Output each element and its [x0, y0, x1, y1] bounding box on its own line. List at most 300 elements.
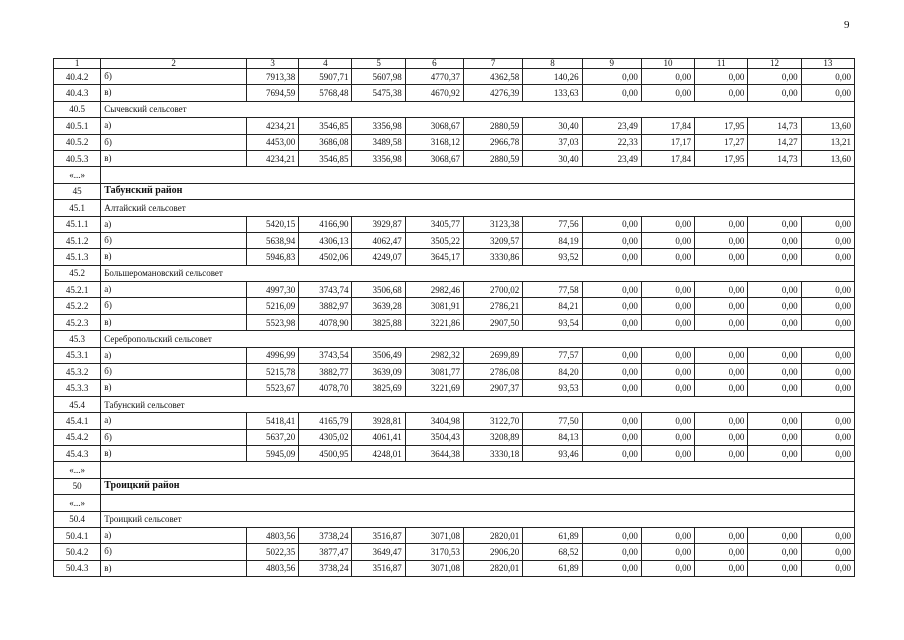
value-cell: 84,21	[523, 298, 582, 314]
table-row	[54, 527, 855, 543]
column-header: 6	[405, 59, 463, 69]
table-row	[54, 150, 855, 166]
value-cell: 17,17	[641, 134, 694, 150]
row-label: а)	[101, 216, 247, 232]
row-code: «...»	[54, 462, 101, 478]
value-cell: 0,00	[695, 314, 748, 330]
column-header: 12	[748, 59, 801, 69]
value-cell: 0,00	[801, 380, 854, 396]
section-row	[54, 511, 855, 527]
gap-row	[54, 167, 855, 183]
table-row	[54, 560, 855, 576]
value-cell: 0,00	[695, 445, 748, 461]
row-label: в)	[101, 249, 247, 265]
value-cell: 0,00	[695, 560, 748, 576]
value-cell: 3825,88	[352, 314, 405, 330]
value-cell: 84,19	[523, 232, 582, 248]
value-cell: 3506,68	[352, 282, 405, 298]
value-cell: 0,00	[801, 249, 854, 265]
value-cell: 4061,41	[352, 429, 405, 445]
value-cell: 0,00	[582, 85, 641, 101]
table-row	[54, 118, 855, 134]
row-label: в)	[101, 314, 247, 330]
value-cell: 5523,67	[246, 380, 298, 396]
value-cell: 4996,99	[246, 347, 298, 363]
value-cell: 0,00	[748, 413, 801, 429]
value-cell: 3405,77	[405, 216, 463, 232]
value-cell: 3882,97	[299, 298, 352, 314]
value-cell: 3168,12	[405, 134, 463, 150]
value-cell: 0,00	[801, 527, 854, 543]
value-cell: 0,00	[695, 347, 748, 363]
section-title: Серебропольский сельсовет	[101, 331, 855, 347]
row-label: а)	[101, 282, 247, 298]
value-cell: 3686,08	[299, 134, 352, 150]
value-cell: 2786,08	[464, 364, 523, 380]
value-cell: 0,00	[748, 347, 801, 363]
value-cell: 0,00	[695, 249, 748, 265]
value-cell: 5022,35	[246, 544, 298, 560]
value-cell: 3743,74	[299, 282, 352, 298]
row-code: 45.1.2	[54, 232, 101, 248]
section-row	[54, 200, 855, 216]
value-cell: 3645,17	[405, 249, 463, 265]
value-cell: 0,00	[641, 249, 694, 265]
table-row	[54, 364, 855, 380]
value-cell: 3546,85	[299, 150, 352, 166]
value-cell: 3516,87	[352, 527, 405, 543]
row-code: «...»	[54, 167, 101, 183]
value-cell: 4997,30	[246, 282, 298, 298]
table-row	[54, 314, 855, 330]
region-row	[54, 183, 855, 199]
value-cell: 3639,28	[352, 298, 405, 314]
value-cell: 0,00	[582, 249, 641, 265]
value-cell: 2880,59	[464, 150, 523, 166]
row-label: б)	[101, 364, 247, 380]
value-cell: 0,00	[801, 85, 854, 101]
row-code: 45.1.1	[54, 216, 101, 232]
value-cell: 0,00	[748, 282, 801, 298]
table-row	[54, 69, 855, 85]
row-label: а)	[101, 118, 247, 134]
value-cell: 0,00	[695, 216, 748, 232]
value-cell: 3928,81	[352, 413, 405, 429]
value-cell: 4078,90	[299, 314, 352, 330]
row-code: 45.3.1	[54, 347, 101, 363]
row-code: 50	[54, 478, 101, 494]
table-row	[54, 544, 855, 560]
region-title: Троицкий район	[101, 478, 855, 494]
value-cell: 3123,38	[464, 216, 523, 232]
value-cell: 0,00	[582, 380, 641, 396]
value-cell: 5418,41	[246, 413, 298, 429]
value-cell: 0,00	[582, 544, 641, 560]
value-cell: 0,00	[695, 85, 748, 101]
value-cell: 0,00	[801, 232, 854, 248]
row-code: 45.4	[54, 396, 101, 412]
value-cell: 0,00	[748, 364, 801, 380]
value-cell: 93,54	[523, 314, 582, 330]
column-header: 11	[695, 59, 748, 69]
row-label: б)	[101, 232, 247, 248]
value-cell: 3546,85	[299, 118, 352, 134]
row-code: 40.4.3	[54, 85, 101, 101]
value-cell: 4500,95	[299, 445, 352, 461]
row-code: 40.5	[54, 101, 101, 117]
row-code: 45.3.3	[54, 380, 101, 396]
value-cell: 22,33	[582, 134, 641, 150]
value-cell: 3170,53	[405, 544, 463, 560]
value-cell: 17,27	[695, 134, 748, 150]
table-row	[54, 85, 855, 101]
row-code: 45.2.3	[54, 314, 101, 330]
value-cell: 2982,46	[405, 282, 463, 298]
value-cell: 0,00	[582, 527, 641, 543]
value-cell: 77,56	[523, 216, 582, 232]
table-row	[54, 429, 855, 445]
row-label: а)	[101, 347, 247, 363]
value-cell: 0,00	[801, 298, 854, 314]
value-cell: 0,00	[695, 282, 748, 298]
gap-cell	[101, 167, 855, 183]
value-cell: 0,00	[641, 314, 694, 330]
value-cell: 5215,78	[246, 364, 298, 380]
value-cell: 3649,47	[352, 544, 405, 560]
value-cell: 5475,38	[352, 85, 405, 101]
value-cell: 3081,91	[405, 298, 463, 314]
row-code: «...»	[54, 495, 101, 511]
value-cell: 0,00	[641, 527, 694, 543]
section-row	[54, 331, 855, 347]
row-label: б)	[101, 298, 247, 314]
table-row	[54, 232, 855, 248]
column-header: 10	[641, 59, 694, 69]
table-row	[54, 298, 855, 314]
row-label: в)	[101, 560, 247, 576]
value-cell: 3929,87	[352, 216, 405, 232]
value-cell: 0,00	[641, 445, 694, 461]
value-cell: 0,00	[641, 380, 694, 396]
row-label: б)	[101, 134, 247, 150]
value-cell: 0,00	[748, 560, 801, 576]
value-cell: 0,00	[748, 232, 801, 248]
row-code: 45	[54, 183, 101, 199]
row-code: 50.4.3	[54, 560, 101, 576]
row-code: 40.4.2	[54, 69, 101, 85]
value-cell: 0,00	[801, 282, 854, 298]
value-cell: 2699,89	[464, 347, 523, 363]
value-cell: 14,73	[748, 150, 801, 166]
column-header: 4	[299, 59, 352, 69]
value-cell: 17,95	[695, 150, 748, 166]
value-cell: 2820,01	[464, 560, 523, 576]
value-cell: 5216,09	[246, 298, 298, 314]
gap-row	[54, 495, 855, 511]
value-cell: 3356,98	[352, 118, 405, 134]
value-cell: 68,52	[523, 544, 582, 560]
value-cell: 0,00	[641, 364, 694, 380]
gap-row	[54, 462, 855, 478]
row-code: 45.2.1	[54, 282, 101, 298]
value-cell: 0,00	[695, 429, 748, 445]
value-cell: 0,00	[801, 69, 854, 85]
row-label: б)	[101, 69, 247, 85]
value-cell: 3738,24	[299, 527, 352, 543]
table-row	[54, 249, 855, 265]
value-cell: 77,50	[523, 413, 582, 429]
value-cell: 3882,77	[299, 364, 352, 380]
value-cell: 4306,13	[299, 232, 352, 248]
value-cell: 3504,43	[405, 429, 463, 445]
tariff-table	[53, 58, 855, 577]
section-title: Алтайский сельсовет	[101, 200, 855, 216]
value-cell: 93,52	[523, 249, 582, 265]
value-cell: 3738,24	[299, 560, 352, 576]
value-cell: 4234,21	[246, 150, 298, 166]
value-cell: 0,00	[582, 282, 641, 298]
section-row	[54, 101, 855, 117]
value-cell: 0,00	[748, 544, 801, 560]
value-cell: 3356,98	[352, 150, 405, 166]
value-cell: 0,00	[748, 298, 801, 314]
value-cell: 0,00	[582, 364, 641, 380]
value-cell: 23,49	[582, 150, 641, 166]
column-header: 7	[464, 59, 523, 69]
value-cell: 14,27	[748, 134, 801, 150]
value-cell: 93,46	[523, 445, 582, 461]
row-label: б)	[101, 429, 247, 445]
value-cell: 14,73	[748, 118, 801, 134]
value-cell: 3330,18	[464, 445, 523, 461]
value-cell: 5946,83	[246, 249, 298, 265]
value-cell: 0,00	[748, 249, 801, 265]
value-cell: 0,00	[695, 413, 748, 429]
value-cell: 0,00	[641, 429, 694, 445]
page-number: 9	[844, 19, 850, 31]
value-cell: 3071,08	[405, 560, 463, 576]
value-cell: 2820,01	[464, 527, 523, 543]
value-cell: 3068,67	[405, 150, 463, 166]
value-cell: 2786,21	[464, 298, 523, 314]
table-row	[54, 445, 855, 461]
column-header: 2	[101, 59, 247, 69]
value-cell: 0,00	[748, 69, 801, 85]
row-label: в)	[101, 85, 247, 101]
value-cell: 0,00	[801, 560, 854, 576]
value-cell: 61,89	[523, 560, 582, 576]
value-cell: 0,00	[801, 544, 854, 560]
row-code: 45.3	[54, 331, 101, 347]
value-cell: 3825,69	[352, 380, 405, 396]
section-row	[54, 396, 855, 412]
value-cell: 0,00	[641, 560, 694, 576]
section-title: Табунский сельсовет	[101, 396, 855, 412]
row-code: 40.5.2	[54, 134, 101, 150]
value-cell: 0,00	[801, 347, 854, 363]
value-cell: 3209,57	[464, 232, 523, 248]
value-cell: 133,63	[523, 85, 582, 101]
value-cell: 4249,07	[352, 249, 405, 265]
section-title: Троицкий сельсовет	[101, 511, 855, 527]
value-cell: 61,89	[523, 527, 582, 543]
value-cell: 0,00	[641, 413, 694, 429]
row-code: 45.4.1	[54, 413, 101, 429]
value-cell: 3506,49	[352, 347, 405, 363]
value-cell: 0,00	[641, 347, 694, 363]
row-code: 40.5.3	[54, 150, 101, 166]
value-cell: 0,00	[748, 314, 801, 330]
value-cell: 0,00	[801, 429, 854, 445]
value-cell: 23,49	[582, 118, 641, 134]
section-row	[54, 265, 855, 281]
value-cell: 13,60	[801, 118, 854, 134]
row-code: 45.3.2	[54, 364, 101, 380]
value-cell: 5907,71	[299, 69, 352, 85]
value-cell: 5945,09	[246, 445, 298, 461]
table-row	[54, 380, 855, 396]
value-cell: 0,00	[641, 216, 694, 232]
section-title: Сычевский сельсовет	[101, 101, 855, 117]
column-header: 9	[582, 59, 641, 69]
value-cell: 37,03	[523, 134, 582, 150]
row-code: 50.4	[54, 511, 101, 527]
region-title: Табунский район	[101, 183, 855, 199]
value-cell: 3221,69	[405, 380, 463, 396]
value-cell: 3221,86	[405, 314, 463, 330]
value-cell: 0,00	[695, 544, 748, 560]
value-cell: 3489,58	[352, 134, 405, 150]
value-cell: 84,13	[523, 429, 582, 445]
value-cell: 0,00	[748, 216, 801, 232]
row-code: 45.1.3	[54, 249, 101, 265]
value-cell: 30,40	[523, 150, 582, 166]
value-cell: 2966,78	[464, 134, 523, 150]
value-cell: 4234,21	[246, 118, 298, 134]
value-cell: 0,00	[695, 69, 748, 85]
value-cell: 3644,38	[405, 445, 463, 461]
value-cell: 77,58	[523, 282, 582, 298]
value-cell: 3071,08	[405, 527, 463, 543]
value-cell: 0,00	[641, 85, 694, 101]
value-cell: 4062,47	[352, 232, 405, 248]
value-cell: 3516,87	[352, 560, 405, 576]
value-cell: 0,00	[748, 85, 801, 101]
row-label: б)	[101, 544, 247, 560]
value-cell: 5768,48	[299, 85, 352, 101]
value-cell: 0,00	[641, 544, 694, 560]
value-cell: 2907,37	[464, 380, 523, 396]
column-header: 1	[54, 59, 101, 69]
value-cell: 17,95	[695, 118, 748, 134]
header-row	[54, 59, 855, 69]
row-code: 45.4.2	[54, 429, 101, 445]
row-code: 45.2.2	[54, 298, 101, 314]
row-label: а)	[101, 413, 247, 429]
value-cell: 0,00	[582, 232, 641, 248]
value-cell: 4362,58	[464, 69, 523, 85]
value-cell: 0,00	[801, 314, 854, 330]
value-cell: 4803,56	[246, 560, 298, 576]
value-cell: 0,00	[695, 232, 748, 248]
value-cell: 2906,20	[464, 544, 523, 560]
row-label: в)	[101, 445, 247, 461]
value-cell: 13,60	[801, 150, 854, 166]
value-cell: 0,00	[695, 298, 748, 314]
value-cell: 4248,01	[352, 445, 405, 461]
region-row	[54, 478, 855, 494]
table-row	[54, 413, 855, 429]
row-code: 45.2	[54, 265, 101, 281]
row-code: 40.5.1	[54, 118, 101, 134]
value-cell: 30,40	[523, 118, 582, 134]
value-cell: 0,00	[748, 380, 801, 396]
value-cell: 4453,00	[246, 134, 298, 150]
value-cell: 5607,98	[352, 69, 405, 85]
value-cell: 2907,50	[464, 314, 523, 330]
value-cell: 0,00	[695, 380, 748, 396]
row-code: 50.4.1	[54, 527, 101, 543]
value-cell: 140,26	[523, 69, 582, 85]
value-cell: 0,00	[748, 445, 801, 461]
row-code: 50.4.2	[54, 544, 101, 560]
column-header: 8	[523, 59, 582, 69]
value-cell: 4803,56	[246, 527, 298, 543]
value-cell: 0,00	[582, 347, 641, 363]
value-cell: 0,00	[582, 298, 641, 314]
value-cell: 2700,02	[464, 282, 523, 298]
value-cell: 3743,54	[299, 347, 352, 363]
value-cell: 3330,86	[464, 249, 523, 265]
value-cell: 0,00	[582, 69, 641, 85]
value-cell: 3068,67	[405, 118, 463, 134]
value-cell: 4670,92	[405, 85, 463, 101]
value-cell: 0,00	[641, 69, 694, 85]
value-cell: 93,53	[523, 380, 582, 396]
value-cell: 3404,98	[405, 413, 463, 429]
value-cell: 2880,59	[464, 118, 523, 134]
value-cell: 0,00	[641, 232, 694, 248]
value-cell: 17,84	[641, 150, 694, 166]
value-cell: 3639,09	[352, 364, 405, 380]
value-cell: 0,00	[748, 527, 801, 543]
column-header: 13	[801, 59, 854, 69]
value-cell: 0,00	[582, 216, 641, 232]
row-label: а)	[101, 527, 247, 543]
value-cell: 3208,89	[464, 429, 523, 445]
value-cell: 0,00	[582, 560, 641, 576]
table-body	[54, 59, 855, 577]
value-cell: 0,00	[582, 314, 641, 330]
gap-cell	[101, 495, 855, 511]
value-cell: 7913,38	[246, 69, 298, 85]
value-cell: 84,20	[523, 364, 582, 380]
value-cell: 4078,70	[299, 380, 352, 396]
table-row	[54, 282, 855, 298]
table-row	[54, 216, 855, 232]
row-label: в)	[101, 380, 247, 396]
value-cell: 0,00	[801, 216, 854, 232]
value-cell: 0,00	[695, 527, 748, 543]
gap-cell	[101, 462, 855, 478]
value-cell: 0,00	[801, 364, 854, 380]
value-cell: 77,57	[523, 347, 582, 363]
value-cell: 4770,37	[405, 69, 463, 85]
value-cell: 2982,32	[405, 347, 463, 363]
column-header: 5	[352, 59, 405, 69]
value-cell: 4166,90	[299, 216, 352, 232]
value-cell: 0,00	[801, 413, 854, 429]
